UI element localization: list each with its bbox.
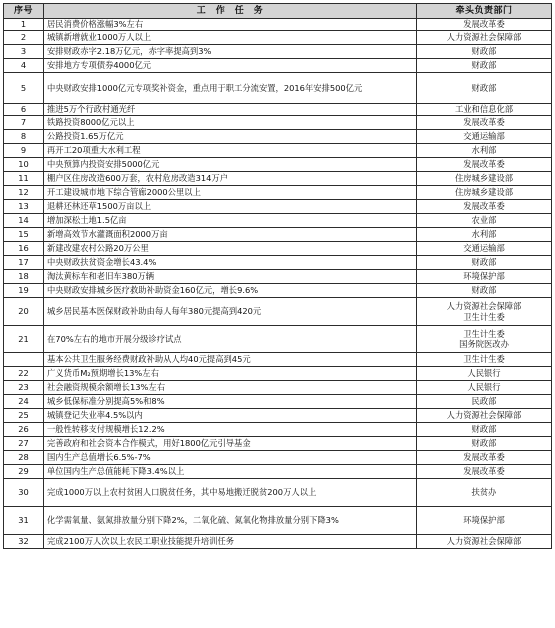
- task-description: 城镇登记失业率4.5%以内: [44, 409, 417, 423]
- task-table-sheet: [3, 3, 552, 625]
- task-description: 社会融资规模余额增长13%左右: [44, 381, 417, 395]
- row-number: 5: [4, 73, 44, 104]
- department-name: 财政部: [471, 257, 497, 268]
- table-row: [4, 409, 552, 423]
- task-description: 城乡低保标准分别提高5%和8%: [44, 395, 417, 409]
- lead-department: [417, 45, 552, 59]
- lead-department: [417, 395, 552, 409]
- row-number: 1: [4, 19, 44, 31]
- task-description: 增加深松土地1.5亿亩: [44, 214, 417, 228]
- lead-department: [417, 31, 552, 45]
- department-name: 工业和信息化部: [454, 104, 514, 115]
- task-description: 化学需氧量、氨氮排放量分别下降2%，二氧化硫、氮氧化物排放量分别下降3%: [44, 507, 417, 535]
- lead-department: [417, 270, 552, 284]
- task-description: 国内生产总值增长6.5%-7%: [44, 451, 417, 465]
- row-number: 12: [4, 186, 44, 200]
- lead-department: [417, 535, 552, 549]
- row-number: 14: [4, 214, 44, 228]
- task-table: [3, 3, 552, 549]
- row-number: 30: [4, 479, 44, 507]
- department-name: 民政部: [471, 396, 497, 407]
- lead-department: [417, 479, 552, 507]
- row-number: 13: [4, 200, 44, 214]
- task-description: 安排财政赤字2.18万亿元，赤字率提高到3%: [44, 45, 417, 59]
- row-number: 28: [4, 451, 44, 465]
- row-number: 11: [4, 172, 44, 186]
- task-description: 城镇新增就业1000万人以上: [44, 31, 417, 45]
- lead-department: [417, 228, 552, 242]
- lead-department: [417, 451, 552, 465]
- department-name: 财政部: [471, 82, 497, 93]
- task-description: 居民消费价格涨幅3%左右: [44, 19, 417, 31]
- row-number: 23: [4, 381, 44, 395]
- task-description: 开工建设城市地下综合管廊2000公里以上: [44, 186, 417, 200]
- row-number: 4: [4, 59, 44, 73]
- table-row: [4, 116, 552, 130]
- table-row: [4, 158, 552, 172]
- table-row: [4, 270, 552, 284]
- department-name: 财政部: [471, 438, 497, 449]
- header-no: 序号: [4, 4, 44, 19]
- table-row: [4, 73, 552, 104]
- lead-department: [417, 437, 552, 451]
- table-row: [4, 326, 552, 353]
- task-description: 淘汰黄标车和老旧车380万辆: [44, 270, 417, 284]
- row-number: 22: [4, 367, 44, 381]
- lead-department: [417, 172, 552, 186]
- task-description: 中央财政安排1000亿元专项奖补资金，重点用于职工分流安置，2016年安排500亿元: [44, 73, 417, 104]
- task-description: 公路投资1.65万亿元: [44, 130, 417, 144]
- lead-department: [417, 409, 552, 423]
- department-name: 人力资源社会保障部: [446, 32, 522, 43]
- department-name: 农业部: [471, 215, 497, 226]
- lead-department: [417, 19, 552, 31]
- row-number: 8: [4, 130, 44, 144]
- row-number: 31: [4, 507, 44, 535]
- task-description: 一般性转移支付规模增长12.2%: [44, 423, 417, 437]
- lead-department: [417, 367, 552, 381]
- department-name: 住房城乡建设部: [454, 173, 514, 184]
- department-name: 发展改革委: [463, 466, 505, 477]
- row-number: 20: [4, 298, 44, 326]
- department-name: 水利部: [471, 145, 497, 156]
- row-number: 29: [4, 465, 44, 479]
- row-number: 9: [4, 144, 44, 158]
- table-row: [4, 256, 552, 270]
- table-row: [4, 228, 552, 242]
- lead-department: [417, 381, 552, 395]
- lead-department: [417, 284, 552, 298]
- task-description: 单位国内生产总值能耗下降3.4%以上: [44, 465, 417, 479]
- table-row: [4, 144, 552, 158]
- lead-department: [417, 158, 552, 172]
- row-number: 24: [4, 395, 44, 409]
- department-name: 财政部: [471, 285, 497, 296]
- table-row: [4, 395, 552, 409]
- department-name: 交通运输部: [463, 131, 505, 142]
- table-row: [4, 200, 552, 214]
- row-number: 27: [4, 437, 44, 451]
- row-number: 15: [4, 228, 44, 242]
- department-name: 住房城乡建设部: [454, 187, 514, 198]
- header-task: 工 作 任 务: [44, 4, 417, 19]
- lead-department: [417, 214, 552, 228]
- task-description: 中央财政安排城乡医疗救助补助资金160亿元，增长9.6%: [44, 284, 417, 298]
- table-row: [4, 45, 552, 59]
- row-number: 6: [4, 104, 44, 116]
- task-description: 完善政府和社会资本合作模式，用好1800亿元引导基金: [44, 437, 417, 451]
- table-row: [4, 59, 552, 73]
- header-dept: 牵头负责部门: [417, 4, 552, 19]
- lead-department: [417, 104, 552, 116]
- table-row: [4, 130, 552, 144]
- table-row: [4, 186, 552, 200]
- lead-department: [417, 423, 552, 437]
- row-number: 3: [4, 45, 44, 59]
- department-name: 扶贫办: [471, 487, 497, 498]
- lead-department: [417, 144, 552, 158]
- table-row: [4, 507, 552, 535]
- task-description: 安排地方专项债券4000亿元: [44, 59, 417, 73]
- lead-department: [417, 298, 552, 326]
- task-description: 推进5万个行政村通光纤: [44, 104, 417, 116]
- task-description: 基本公共卫生服务经费财政补助从人均40元提高到45元: [44, 353, 417, 367]
- task-description: 完成2100万人次以上农民工职业技能提升培训任务: [44, 535, 417, 549]
- department-name: 财政部: [471, 46, 497, 57]
- task-description: 广义货币M₂预期增长13%左右: [44, 367, 417, 381]
- department-name: 人民银行: [467, 382, 501, 393]
- lead-department: [417, 200, 552, 214]
- task-description: 退耕还林还草1500万亩以上: [44, 200, 417, 214]
- department-name: 发展改革委: [463, 19, 505, 30]
- table-row: [4, 104, 552, 116]
- department-name: 人力资源社会保障部: [446, 410, 522, 421]
- table-row: [4, 31, 552, 45]
- task-description: 城乡居民基本医保财政补助由每人每年380元提高到420元: [44, 298, 417, 326]
- task-description: 新增高效节水灌溉面积2000万亩: [44, 228, 417, 242]
- department-name: 国务院医改办: [459, 339, 509, 349]
- table-row: [4, 465, 552, 479]
- table-row: [4, 284, 552, 298]
- department-name: 发展改革委: [463, 117, 505, 128]
- table-row: [4, 381, 552, 395]
- task-description: 完成1000万以上农村贫困人口脱贫任务，其中易地搬迁脱贫200万人以上: [44, 479, 417, 507]
- lead-department: [417, 59, 552, 73]
- department-name: 卫生计生委: [463, 354, 505, 365]
- table-row: [4, 437, 552, 451]
- row-number: 32: [4, 535, 44, 549]
- table-row: [4, 214, 552, 228]
- table-row: [4, 353, 552, 367]
- lead-department: [417, 116, 552, 130]
- department-name: 环境保护部: [463, 515, 505, 526]
- task-description: 中央财政扶贫资金增长43.4%: [44, 256, 417, 270]
- table-row: [4, 423, 552, 437]
- lead-department: [417, 242, 552, 256]
- department-name: 人力资源社会保障部: [446, 301, 522, 311]
- row-number: 21: [4, 326, 44, 353]
- row-number: 25: [4, 409, 44, 423]
- lead-department: [417, 256, 552, 270]
- row-number: [4, 353, 44, 367]
- department-name: 交通运输部: [463, 243, 505, 254]
- row-number: 10: [4, 158, 44, 172]
- lead-department: [417, 465, 552, 479]
- lead-department: [417, 73, 552, 104]
- table-row: [4, 479, 552, 507]
- lead-department: [417, 353, 552, 367]
- task-description: 棚户区住房改造600万套，农村危房改造314万户: [44, 172, 417, 186]
- department-name: 人民银行: [467, 368, 501, 379]
- row-number: 18: [4, 270, 44, 284]
- lead-department: [417, 186, 552, 200]
- department-name: 发展改革委: [463, 159, 505, 170]
- row-number: 7: [4, 116, 44, 130]
- lead-department: [417, 326, 552, 353]
- table-row: [4, 19, 552, 31]
- department-name: 财政部: [471, 60, 497, 71]
- row-number: 26: [4, 423, 44, 437]
- table-row: [4, 367, 552, 381]
- row-number: 16: [4, 242, 44, 256]
- department-name: 卫生计生委: [463, 328, 505, 339]
- department-name: 财政部: [471, 424, 497, 435]
- task-description: 再开工20项重大水利工程: [44, 144, 417, 158]
- department-name: 环境保护部: [463, 271, 505, 282]
- task-description: 铁路投资8000亿元以上: [44, 116, 417, 130]
- table-row: [4, 242, 552, 256]
- task-description: 中央预算内投资安排5000亿元: [44, 158, 417, 172]
- task-description: 在70%左右的地市开展分级诊疗试点: [44, 326, 417, 353]
- table-row: [4, 298, 552, 326]
- task-description: 新建改建农村公路20万公里: [44, 242, 417, 256]
- row-number: 17: [4, 256, 44, 270]
- department-name: 人力资源社会保障部: [446, 536, 522, 547]
- table-row: [4, 172, 552, 186]
- table-body: [4, 19, 552, 549]
- table-row: [4, 451, 552, 465]
- department-name: 卫生计生委: [463, 311, 505, 322]
- lead-department: [417, 130, 552, 144]
- row-number: 19: [4, 284, 44, 298]
- row-number: 2: [4, 31, 44, 45]
- department-name: 发展改革委: [463, 452, 505, 463]
- lead-department: [417, 507, 552, 535]
- department-name: 水利部: [471, 229, 497, 240]
- table-header-row: [4, 4, 552, 19]
- department-name: 发展改革委: [463, 201, 505, 212]
- table-row: [4, 535, 552, 549]
